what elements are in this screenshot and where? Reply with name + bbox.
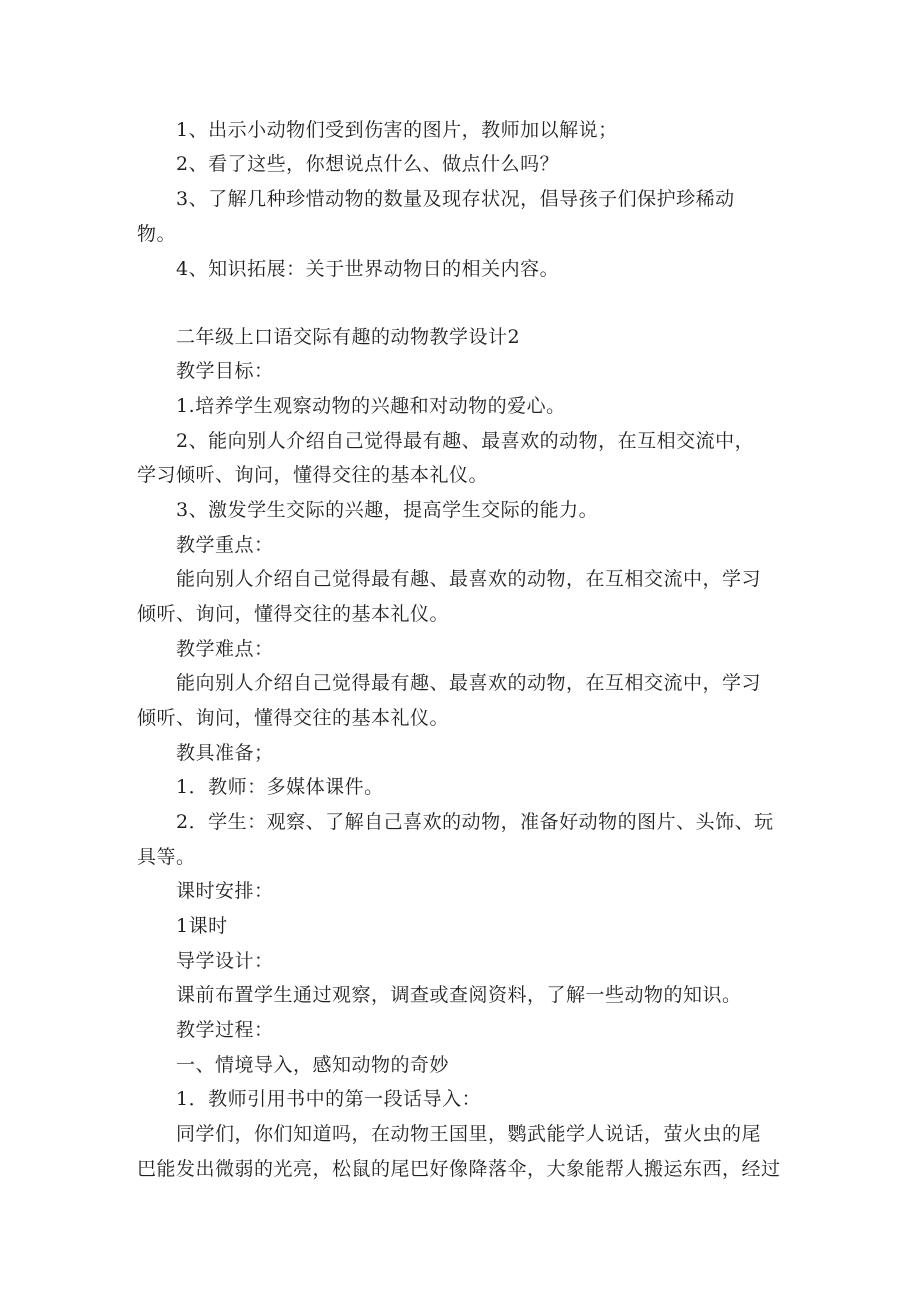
text-line: 1.培养学生观察动物的兴趣和对动物的爱心。 — [176, 395, 566, 417]
heading-process: 教学过程： — [176, 1019, 274, 1041]
heading-materials: 教具准备； — [176, 742, 274, 764]
text-line: 具等。 — [137, 846, 196, 868]
text-line: 2、能向别人介绍自己觉得最有趣、最喜欢的动物，在互相交流中， — [176, 430, 755, 452]
text-line: 倾听、询问，懂得交往的基本礼仪。 — [137, 603, 450, 625]
text-line: 1、出示小动物们受到伤害的图片，教师加以解说； — [176, 119, 618, 141]
text-line: 1课时 — [176, 915, 228, 937]
heading-key-points: 教学重点： — [176, 534, 274, 556]
heading-objectives: 教学目标： — [176, 360, 274, 382]
text-line: 3、了解几种珍惜动物的数量及现存状况，倡导孩子们保护珍稀动 — [176, 188, 735, 210]
text-line: 2．学生：观察、了解自己喜欢的动物，准备好动物的图片、头饰、玩 — [176, 811, 774, 833]
text-line: 课前布置学生通过观察，调查或查阅资料，了解一些动物的知识。 — [176, 984, 742, 1006]
text-line: 能向别人介绍自己觉得最有趣、最喜欢的动物，在互相交流中，学习 — [176, 568, 762, 590]
text-line: 2、看了这些，你想说点什么、做点什么吗？ — [176, 153, 560, 175]
text-line: 物。 — [137, 223, 177, 245]
text-line: 学习倾听、询问，懂得交往的基本礼仪。 — [137, 464, 489, 486]
heading-guide-design: 导学设计： — [176, 950, 274, 972]
text-line: 巴能发出微弱的光亮，松鼠的尾巴好像降落伞，大象能帮人搬运东西，经过 — [137, 1158, 781, 1180]
heading-difficulties: 教学难点： — [176, 638, 274, 660]
text-line: 一、情境导入，感知动物的奇妙 — [176, 1054, 450, 1076]
section-title: 二年级上口语交际有趣的动物教学设计2 — [176, 326, 521, 348]
heading-schedule: 课时安排： — [176, 880, 274, 902]
text-line: 4、知识拓展：关于世界动物日的相关内容。 — [176, 258, 560, 280]
text-line: 1．教师：多媒体课件。 — [176, 776, 384, 798]
text-line: 1．教师引用书中的第一段话导入： — [176, 1088, 482, 1110]
text-line: 3、激发学生交际的兴趣，提高学生交际的能力。 — [176, 499, 599, 521]
text-line: 能向别人介绍自己觉得最有趣、最喜欢的动物，在互相交流中，学习 — [176, 672, 762, 694]
text-line: 倾听、询问，懂得交往的基本礼仪。 — [137, 707, 450, 729]
text-line: 同学们，你们知道吗，在动物王国里，鹦武能学人说话，萤火虫的尾 — [176, 1123, 762, 1145]
